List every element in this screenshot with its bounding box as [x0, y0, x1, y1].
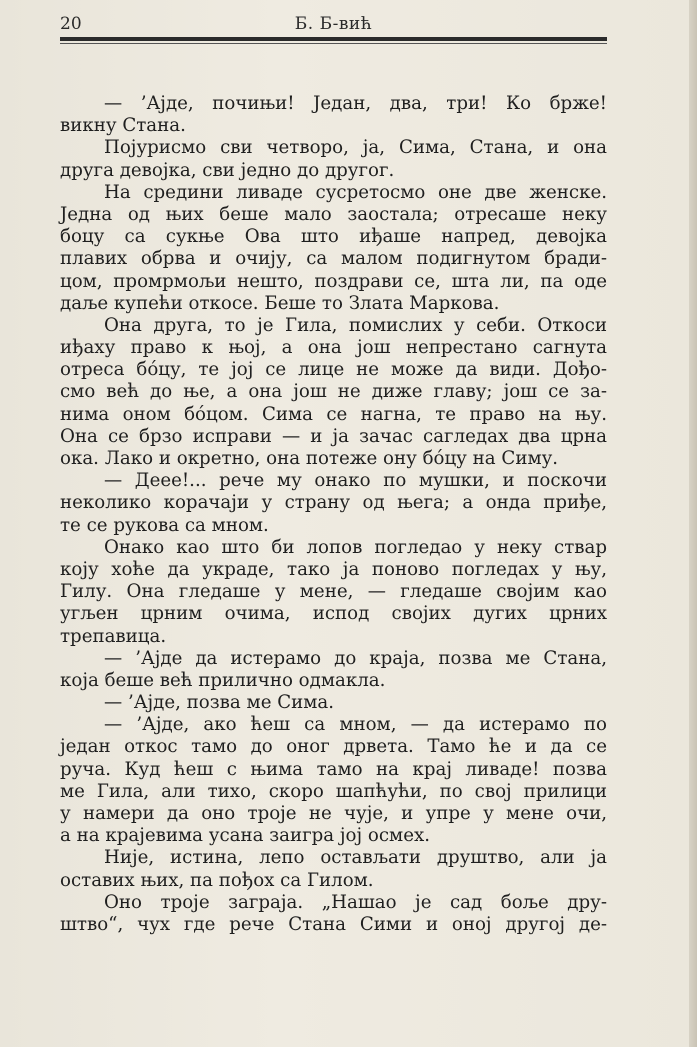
text-line: оставих њих, па пођох са Гилом.	[60, 869, 374, 891]
text-line: цом, промрмољи нешто, поздрави се, шта ли, па оде	[60, 270, 607, 292]
text-line: — ’Аjде да истерамо до краја, позва ме Стана,	[104, 647, 607, 669]
text-line: која беше већ прилично одмакла.	[60, 669, 386, 691]
text-line: Појурисмо сви четворо, ја, Сима, Стана, и она	[104, 137, 607, 159]
text-line: а на крајевима усана заигра јој осмех.	[60, 825, 431, 847]
text-line: — ’Аjде, позва ме Сима.	[104, 692, 335, 714]
text-line: Није, истина, лепо остављати друштво, али ја	[104, 847, 607, 869]
text-line: боцу са сукње Ова што иђаше напред, девојка	[60, 226, 607, 248]
text-line: Гилу. Она гледаше у мене, — гледаше својим као	[60, 581, 607, 603]
text-line: Онако као што би лопов погледао у неку ствар	[104, 536, 607, 558]
text-line: викну Стана.	[60, 115, 186, 137]
text-line: угљен црним очима, испод својих дугих црних	[60, 603, 607, 625]
text-line: отреса бо́цу, те јој се лице не може да види. Дођо-	[60, 359, 607, 381]
text-line: Оно троје заграја. „Нашао је сад боље дру-	[104, 891, 607, 913]
text-line: — ’Аjде, почињи! Један, два, три! Ко брже!	[104, 93, 607, 114]
text-line: у намери да оно троје не чује, и упре у мене очи,	[60, 803, 607, 824]
page-number: 20	[60, 14, 82, 34]
text-line: ока. Лако и окретно, она потеже ону бо́цу на Симу.	[60, 448, 559, 469]
running-head-author: Б. Б-вић	[294, 14, 373, 34]
text-line: даље купећи откосе. Беше то Злата Маркова.	[60, 292, 500, 314]
text-line: — Дееe!... рече му онако по мушки, и поскочи	[104, 470, 607, 492]
page-header	[60, 14, 607, 38]
text-line: На средини ливаде сусретосмо оне две женске.	[104, 181, 607, 203]
text-line: плавих обрва и очију, са малом подигнутом бради-	[60, 248, 607, 270]
header-rule-thick	[60, 37, 607, 41]
text-line: неколико корачаjи у страну од њега; а онда приђе,	[60, 492, 607, 514]
text-line: нима оном бо́цом. Сима се нагна, те право на њу.	[60, 403, 607, 425]
text-line: један откос тамо до оног дрвета. Тамо ће и да се	[60, 736, 607, 758]
text-line: друга девојка, сви једно до другог.	[60, 159, 395, 181]
text-line: Она друга, то је Гила, помислих у себи. Откоси	[104, 314, 607, 336]
text-line: руча. Куд ћеш с њима тамо на крај ливаде! позва	[60, 758, 607, 780]
text-line: Она се брзо исправи — и ја зачас сагледах два црна	[60, 425, 607, 447]
text-line: те се рукова са мном.	[60, 514, 269, 536]
text-line: ме Гила, али тихо, скоро шапћући, по свој прилици	[60, 780, 607, 802]
text-line: смо већ до ње, а она још не диже главу; још се за-	[60, 381, 607, 403]
text-line: трепавица.	[60, 625, 167, 647]
header-rule-thin	[60, 43, 607, 44]
page-edge-shadow	[689, 0, 697, 1047]
text-line: штво“, чух где рече Стана Сими и оној другој де-	[60, 913, 607, 935]
text-line: — ’Аjде, ако ћеш са мном, — да истерамо по	[104, 714, 607, 736]
text-line: Једна од њих беше мало заостала; отресаше неку	[60, 203, 607, 225]
text-line: иђаху право к њој, а она још непрестано сагнута	[60, 337, 607, 359]
text-line: коју хоће да украде, тако ја поново погледах у њу,	[60, 558, 607, 580]
body-text	[60, 93, 607, 936]
